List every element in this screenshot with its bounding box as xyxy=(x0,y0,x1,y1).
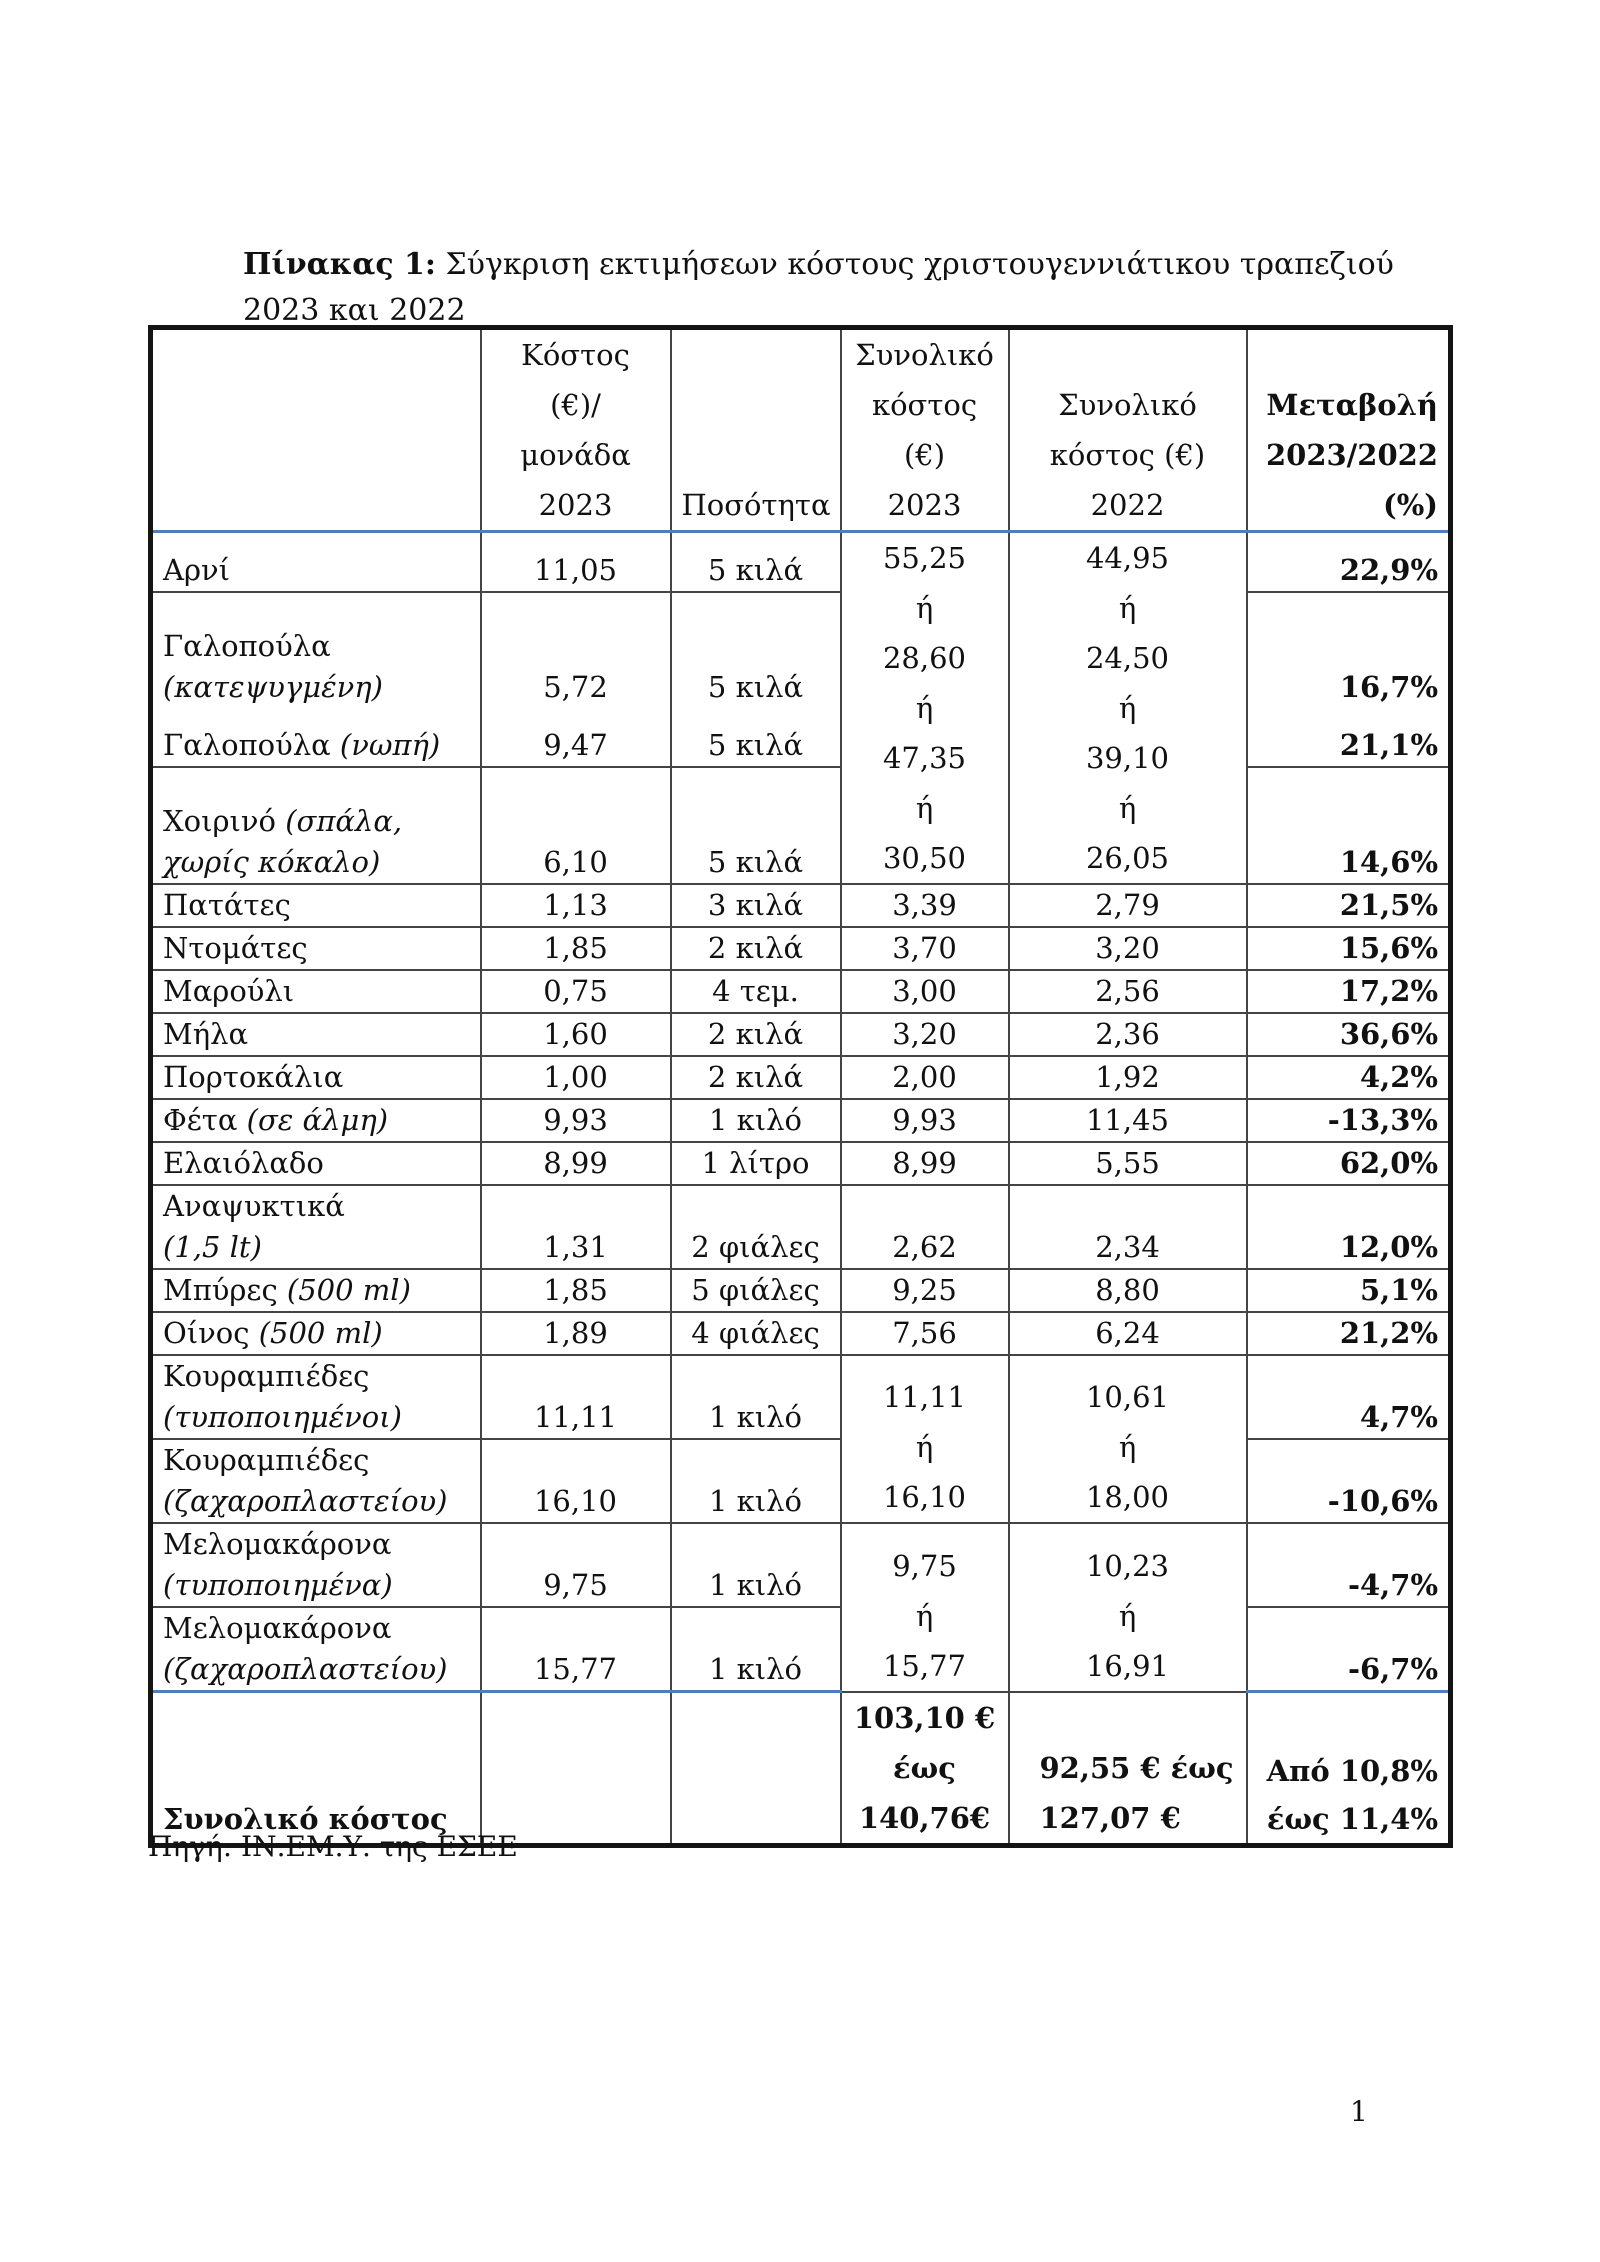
cell-line: κόστος xyxy=(871,388,978,422)
item-name-cell xyxy=(151,1056,481,1099)
quantity-cell: 1 κιλό xyxy=(671,1439,841,1523)
cell-line: 18,00 xyxy=(1085,1480,1170,1514)
item-name: Μπύρες xyxy=(163,1273,287,1307)
unit-cost-cell: 1,89 xyxy=(481,1312,671,1355)
item-name-cell xyxy=(151,1523,481,1607)
change-cell: 4,2% xyxy=(1247,1056,1451,1099)
item-note: (τυποποιημένοι) xyxy=(163,1400,402,1434)
table-row xyxy=(151,927,1451,970)
unit-cost-cell: 1,00 xyxy=(481,1056,671,1099)
cell-line: 2023/2022 xyxy=(1265,438,1438,472)
item-name-cell xyxy=(151,1185,481,1269)
change-cell: -13,3% xyxy=(1247,1099,1451,1142)
total-2023-cell: 3,00 xyxy=(841,970,1009,1013)
item-note: (τυποποιημένα) xyxy=(163,1568,393,1602)
total-2022-range xyxy=(1009,1692,1247,1846)
table-row xyxy=(151,884,1451,927)
table-row xyxy=(151,1269,1451,1312)
cell-line: ή xyxy=(1118,791,1137,825)
cost-comparison-table xyxy=(148,325,1453,1848)
item-name-cell xyxy=(151,1269,481,1312)
total-2022-cell: 11,45 xyxy=(1009,1099,1247,1142)
unit-cost-cell: 11,11 xyxy=(481,1355,671,1439)
item-name-cell xyxy=(151,767,481,884)
cell-line: ή xyxy=(915,691,934,725)
item-name: Ντομάτες xyxy=(163,931,308,965)
cell-line: (€) xyxy=(903,438,946,472)
header-row xyxy=(151,328,1451,532)
table-row xyxy=(151,1013,1451,1056)
cell-line: 44,95 xyxy=(1085,541,1170,575)
item-note: (ζαχαροπλαστείου) xyxy=(163,1484,448,1518)
table-row xyxy=(151,1099,1451,1142)
quantity-cell: 2 κιλά xyxy=(671,1056,841,1099)
item-name: Κουραμπιέδες xyxy=(163,1443,370,1477)
item-name-cell xyxy=(151,592,481,708)
header-change xyxy=(1247,328,1451,532)
total-2022-cell: 2,34 xyxy=(1009,1185,1247,1269)
total-2023-cell: 7,56 xyxy=(841,1312,1009,1355)
change-cell: 5,1% xyxy=(1247,1269,1451,1312)
table-row xyxy=(151,767,1451,884)
total-2022-cell: 2,36 xyxy=(1009,1013,1247,1056)
item-name: Μαρούλι xyxy=(163,974,295,1008)
item-name-cell xyxy=(151,970,481,1013)
item-name-cell xyxy=(151,708,481,767)
unit-cost-cell: 8,99 xyxy=(481,1142,671,1185)
item-name: Μελομακάρονα xyxy=(163,1527,392,1561)
item-name-cell xyxy=(151,927,481,970)
unit-cost-cell: 1,85 xyxy=(481,1269,671,1312)
cell-line: 2023 xyxy=(887,488,962,522)
header-cost xyxy=(481,328,671,532)
header-item xyxy=(151,328,481,532)
total-2022-cell: 6,24 xyxy=(1009,1312,1247,1355)
item-note: (νωπή) xyxy=(339,727,441,762)
table-row xyxy=(151,1185,1451,1269)
cell-line: ή xyxy=(915,591,934,625)
total-label: Συνολικό κόστος xyxy=(151,1692,481,1846)
cell-line: 16,10 xyxy=(882,1480,967,1514)
cell-line: 16,91 xyxy=(1085,1648,1170,1683)
total-2023-cell: 9,93 xyxy=(841,1099,1009,1142)
quantity-cell: 4 τεμ. xyxy=(671,970,841,1013)
cell-line: 127,07 € xyxy=(1039,1800,1181,1835)
item-name: Μελομακάρονα xyxy=(163,1611,392,1645)
change-cell: 21,2% xyxy=(1247,1312,1451,1355)
quantity-cell: 5 κιλά xyxy=(671,532,841,593)
change-cell: 36,6% xyxy=(1247,1013,1451,1056)
total-2022-cell xyxy=(1009,1523,1247,1692)
table-row xyxy=(151,1523,1451,1607)
unit-cost-cell: 1,13 xyxy=(481,884,671,927)
unit-cost-cell: 15,77 xyxy=(481,1607,671,1692)
table-row xyxy=(151,1355,1451,1439)
source-note: Πηγή: ΙΝ.ΕΜ.Υ. της ΕΣΕΕ xyxy=(148,1830,518,1863)
total-2022-cell xyxy=(1009,1355,1247,1523)
cell-line: 10,61 xyxy=(1085,1380,1170,1414)
total-2023-cell: 3,20 xyxy=(841,1013,1009,1056)
item-name: Πατάτες xyxy=(163,888,291,922)
item-name-cell xyxy=(151,1607,481,1692)
quantity-cell: 2 φιάλες xyxy=(671,1185,841,1269)
table-caption xyxy=(243,242,1423,334)
cell-line: 2022 xyxy=(1090,488,1165,522)
cell-line: κόστος (€) xyxy=(1049,438,1206,472)
table-row xyxy=(151,1439,1451,1523)
total-empty-cell xyxy=(481,1692,671,1846)
change-cell: 22,9% xyxy=(1247,532,1451,593)
table-row xyxy=(151,970,1451,1013)
total-2023-cell: 2,00 xyxy=(841,1056,1009,1099)
unit-cost-cell: 1,31 xyxy=(481,1185,671,1269)
total-2023-cell xyxy=(841,1523,1009,1692)
cell-line: ή xyxy=(915,1430,934,1464)
header-quantity xyxy=(671,328,841,532)
item-name-cell xyxy=(151,1099,481,1142)
cell-line: Συνολικό xyxy=(1058,388,1197,422)
total-2023-cell xyxy=(841,1355,1009,1523)
item-name: Αρνί xyxy=(163,553,230,588)
change-cell: 21,1% xyxy=(1247,708,1451,767)
total-row xyxy=(151,1692,1451,1846)
total-change-range xyxy=(1247,1692,1451,1846)
cell-line: 55,25 xyxy=(882,541,967,575)
cell-line: Συνολικό xyxy=(855,338,994,372)
cell-line: Ποσότητα xyxy=(681,488,831,522)
cell-line: 9,75 xyxy=(892,1548,957,1583)
item-name: Γαλοπούλα xyxy=(163,727,340,762)
cell-line: 30,50 xyxy=(882,841,967,875)
caption-label: Πίνακας 1: xyxy=(243,247,436,282)
change-cell: 14,6% xyxy=(1247,767,1451,884)
cell-line: 11,11 xyxy=(882,1380,967,1414)
caption-text: Σύγκριση εκτιμήσεων κόστους χριστουγεννιάτικου τραπεζιού 2023 και 2022 xyxy=(243,247,1394,328)
header-total-2022 xyxy=(1009,328,1247,532)
item-name: Γαλοπούλα xyxy=(163,629,331,664)
cell-line: μονάδα xyxy=(520,438,631,472)
unit-cost-cell: 9,93 xyxy=(481,1099,671,1142)
cell-line: έως xyxy=(893,1750,956,1785)
item-name: Φέτα xyxy=(163,1103,247,1137)
item-name-cell xyxy=(151,1013,481,1056)
cell-line: 24,50 xyxy=(1085,641,1170,675)
change-cell: 12,0% xyxy=(1247,1185,1451,1269)
total-2022-cell: 1,92 xyxy=(1009,1056,1247,1099)
item-note: (σπάλα, χωρίς κόκαλο) xyxy=(163,804,403,879)
cell-line: Μεταβολή xyxy=(1266,388,1438,422)
unit-cost-cell: 16,10 xyxy=(481,1439,671,1523)
unit-cost-cell: 9,47 xyxy=(481,708,671,767)
item-name-cell xyxy=(151,1312,481,1355)
total-2022-cell: 8,80 xyxy=(1009,1269,1247,1312)
cell-line: ή xyxy=(1118,591,1137,625)
item-note: (500 ml) xyxy=(258,1316,383,1350)
item-name: Κουραμπιέδες xyxy=(163,1359,370,1393)
cell-line: 92,55 € έως xyxy=(1039,1750,1234,1785)
quantity-cell: 5 κιλά xyxy=(671,767,841,884)
item-name-cell xyxy=(151,884,481,927)
table-row xyxy=(151,532,1451,593)
item-name-cell xyxy=(151,1355,481,1439)
item-note: (500 ml) xyxy=(286,1273,411,1307)
table-row xyxy=(151,708,1451,767)
cell-line: (%) xyxy=(1383,488,1438,522)
table-row xyxy=(151,1056,1451,1099)
change-cell: 15,6% xyxy=(1247,927,1451,970)
unit-cost-cell: 9,75 xyxy=(481,1523,671,1607)
quantity-cell: 1 κιλό xyxy=(671,1099,841,1142)
item-name: Πορτοκάλια xyxy=(163,1060,344,1094)
total-2023-cell xyxy=(841,532,1009,885)
total-2022-cell: 2,79 xyxy=(1009,884,1247,927)
total-2023-cell: 3,70 xyxy=(841,927,1009,970)
cell-line: ή xyxy=(1118,1598,1137,1633)
total-2022-cell: 2,56 xyxy=(1009,970,1247,1013)
cell-line: 39,10 xyxy=(1085,741,1170,775)
item-name: Ελαιόλαδο xyxy=(163,1146,324,1180)
total-2023-cell: 9,25 xyxy=(841,1269,1009,1312)
change-cell: 21,5% xyxy=(1247,884,1451,927)
quantity-cell: 2 κιλά xyxy=(671,927,841,970)
total-2022-cell: 5,55 xyxy=(1009,1142,1247,1185)
unit-cost-cell: 1,85 xyxy=(481,927,671,970)
item-name-cell xyxy=(151,1439,481,1523)
table-row xyxy=(151,1142,1451,1185)
quantity-cell: 3 κιλά xyxy=(671,884,841,927)
table-row xyxy=(151,1607,1451,1692)
cell-line: έως 11,4% xyxy=(1266,1801,1438,1836)
item-name: Χοιρινό xyxy=(163,804,286,838)
unit-cost-cell: 5,72 xyxy=(481,592,671,708)
change-cell: 16,7% xyxy=(1247,592,1451,708)
item-name-cell xyxy=(151,1142,481,1185)
unit-cost-cell: 11,05 xyxy=(481,532,671,593)
cell-line: 26,05 xyxy=(1085,841,1170,875)
cell-line: ή xyxy=(915,791,934,825)
cell-line: ή xyxy=(1118,1430,1137,1464)
table-row xyxy=(151,1312,1451,1355)
total-2023-range xyxy=(841,1692,1009,1846)
item-note: (σε άλμη) xyxy=(246,1103,389,1137)
item-name: Αναψυκτικά xyxy=(163,1189,345,1223)
quantity-cell: 1 λίτρο xyxy=(671,1142,841,1185)
cell-line: ή xyxy=(1118,691,1137,725)
change-cell: -6,7% xyxy=(1247,1607,1451,1692)
total-2022-cell xyxy=(1009,532,1247,885)
cell-line: ή xyxy=(915,1598,934,1633)
item-note: (κατεψυγμένη) xyxy=(163,670,383,705)
cell-line: 15,77 xyxy=(882,1648,967,1683)
unit-cost-cell: 1,60 xyxy=(481,1013,671,1056)
change-cell: -4,7% xyxy=(1247,1523,1451,1607)
total-empty-cell xyxy=(671,1692,841,1846)
quantity-cell: 1 κιλό xyxy=(671,1607,841,1692)
item-note: (1,5 lt) xyxy=(163,1230,262,1264)
table-row xyxy=(151,592,1451,708)
unit-cost-cell: 0,75 xyxy=(481,970,671,1013)
quantity-cell: 1 κιλό xyxy=(671,1355,841,1439)
quantity-cell: 5 κιλά xyxy=(671,592,841,708)
cell-line: 103,10 € xyxy=(853,1700,996,1735)
quantity-cell: 4 φιάλες xyxy=(671,1312,841,1355)
header-total-2023 xyxy=(841,328,1009,532)
cell-line: Κόστος (€)/ xyxy=(521,338,630,422)
change-cell: 62,0% xyxy=(1247,1142,1451,1185)
change-cell: -10,6% xyxy=(1247,1439,1451,1523)
page-number: 1 xyxy=(1350,2095,1368,2128)
total-2023-cell: 2,62 xyxy=(841,1185,1009,1269)
cell-line: 10,23 xyxy=(1085,1548,1170,1583)
total-2023-cell: 8,99 xyxy=(841,1142,1009,1185)
cell-line: 47,35 xyxy=(882,741,967,775)
quantity-cell: 2 κιλά xyxy=(671,1013,841,1056)
change-cell: 4,7% xyxy=(1247,1355,1451,1439)
quantity-cell: 5 φιάλες xyxy=(671,1269,841,1312)
change-cell: 17,2% xyxy=(1247,970,1451,1013)
item-note: (ζαχαροπλαστείου) xyxy=(163,1652,448,1686)
total-2023-cell: 3,39 xyxy=(841,884,1009,927)
item-name-cell xyxy=(151,532,481,593)
unit-cost-cell: 6,10 xyxy=(481,767,671,884)
cell-line: 140,76€ xyxy=(858,1800,991,1835)
cell-line: 2023 xyxy=(538,488,613,522)
quantity-cell: 1 κιλό xyxy=(671,1523,841,1607)
total-2022-cell: 3,20 xyxy=(1009,927,1247,970)
cell-line: 28,60 xyxy=(882,641,967,675)
cell-line: Από 10,8% xyxy=(1266,1753,1438,1788)
item-name: Οίνος xyxy=(163,1316,259,1350)
quantity-cell: 5 κιλά xyxy=(671,708,841,767)
item-name: Μήλα xyxy=(163,1017,249,1051)
